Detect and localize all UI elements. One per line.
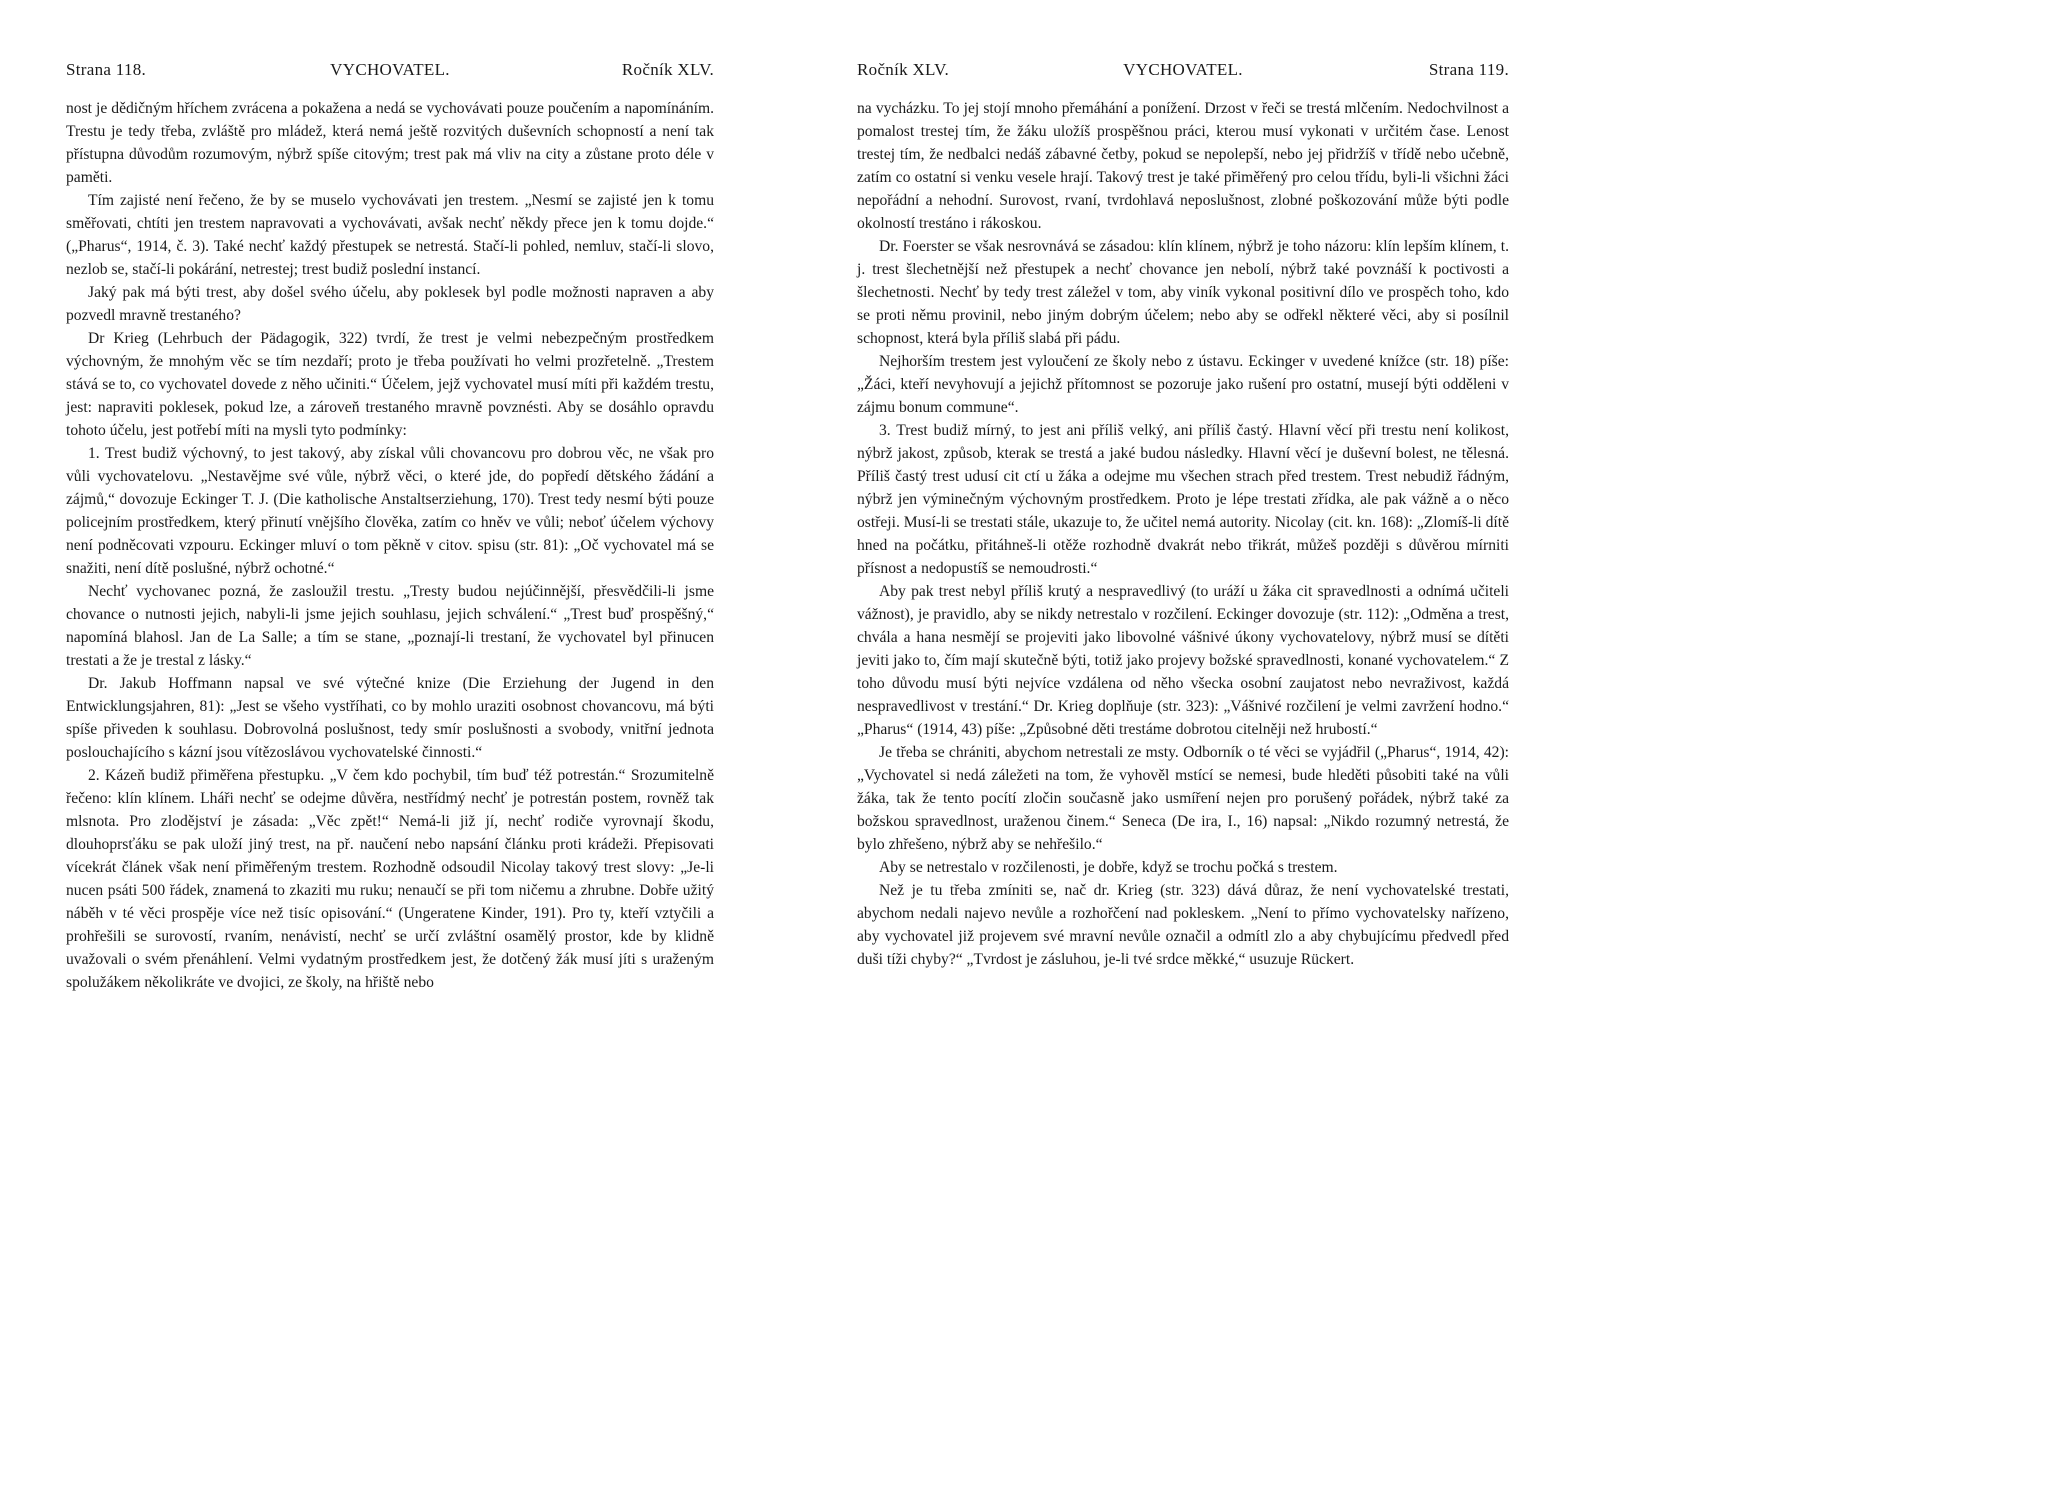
journal-title: VYCHOVATEL. bbox=[1123, 60, 1243, 79]
page-number: Strana 119. bbox=[1428, 60, 1509, 79]
paragraph: Nechť vychovanec pozná, že zasloužil trestu. „Tresty budou nejúčinnější, přesvědčili-li jsme chovance o nutnosti jejich, nabyli-li jsme jejich souhlasu, jejich schválení.“ „Trest buď prospěšný,“ napomíná blahosl. Jan de La Salle; a tím se stane, „poznají-li trestaní, že vychovatel byl přinucen trestati a že je trestal z lásky.“ bbox=[66, 583, 714, 669]
right-page bbox=[780, 0, 1547, 1131]
paragraph: 2. Kázeň budiž přiměřena přestupku. „V čem kdo pochybil, tím buď též potrestán.“ Srozumitelně řečeno: klín klínem. Lháři nechť se odejme důvěra, nestřídmý nechť je potrestán postem, rovněž tak mlsnota. Pro zlodějství je zásada: „Věc zpět!“ Nemá-li již jí, nechť rodiče vyrovnají škodu, dlouhoprsťáku se pak uloží jiný trest, na př. naučení nebo napsání článku proti krádeži. Přepisovati vícekrát článek však není přiměřeným trestem. Rozhodně odsoudil Nicolay takový trest slovy: „Je-li nucen psáti 500 řádek, znamená to zkaziti mu ruku; nenaučí se při tom ničemu a zhrubne. Dobře užitý náběh v té věci prospěje více než tisíc opisování.“ (Ungeratene Kinder, 191). Pro ty, kteří vztyčili a prohřešili se surovostí, rvaním, nenávistí, nechť se určí zvláštní osamělý prostor, kde by klidně uvažovali o svém přenáhlení. Velmi vydatným prostředkem jest, že dotčený žák musí jíti s uraženým spolužákem několikráte ve dvojici, ze školy, na hřiště nebo bbox=[66, 767, 714, 991]
paragraph: nost je dědičným hříchem zvrácena a pokažena a nedá se vychovávati pouze poučením a napomínáním. Trestu je tedy třeba, zvláště pro mládež, která nemá ještě rozvitých duševních schopností a není tak přístupna důvodům rozumovým, nýbrž spíše citovým; trest pak má vliv na city a zůstane proto déle v paměti. bbox=[66, 100, 714, 186]
paragraph: Dr Krieg (Lehrbuch der Pädagogik, 322) tvrdí, že trest je velmi nebezpečným prostředkem výchovným, že mnohým věc se tím nezdaří; proto je třeba používati ho velmi prozřetelně. „Trestem stává se to, co vychovatel dovede z něho učiniti.“ Účelem, jejž vychovatel musí míti při každém trestu, jest: napraviti poklesek, pokud lze, a zároveň trestaného mravně povznésti. Aby se dosáhlo opravdu tohoto účelu, jest potřebí míti na mysli tyto podmínky: bbox=[66, 330, 714, 439]
journal-title: VYCHOVATEL. bbox=[330, 60, 450, 79]
paragraph: Aby pak trest nebyl příliš krutý a nespravedlivý (to uráží u žáka cit spravedlnosti a odnímá učiteli vážnost), je pravidlo, aby se nikdy netrestalo v rozčilení. Eckinger dovozuje (str. 112): „Odměna a trest, chvála a hana nesmějí se projeviti jako libovolné vášnivé úkony vychovatelovy, nýbrž musí se dítěti jeviti jako to, čím mají skutečně býti, totiž jako projevy božské spravedlnosti, konané vychovatelem.“ Z toho důvodu musí býti nejvíce vzdálena od něho všecka osobní zaujatost nebo nevraživost, každá nespravedlivost v trestání.“ Dr. Krieg doplňuje (str. 323): „Vášnivé rozčilení je velmi zavržení hodno.“ „Pharus“ (1914, 43) píše: „Způsobné děti trestáme dobrotou citelněji než hrubostí.“ bbox=[857, 583, 1509, 738]
page-number: Strana 118. bbox=[66, 60, 147, 79]
paragraph: 1. Trest budiž výchovný, to jest takový, aby získal vůli chovancovu pro dobrou věc, ne však pro vůli vychovatelovu. „Nestavějme své vůle, nýbrž věci, o které jde, do popředí dětského žádání a zájmů,“ dovozuje Eckinger T. J. (Die katholische Anstaltserziehung, 170). Trest tedy nesmí býti pouze policejním prostředkem, který přinutí vnějšího člověka, zatím co hněv ve vůli; neboť účelem výchovy není podněcovati vzpouru. Eckinger mluví o tom pěkně v citov. spisu (str. 81): „Oč vychovatel má se snažiti, není dítě poslušné, nýbrž ochotné.“ bbox=[66, 445, 714, 577]
left-page bbox=[0, 0, 780, 1131]
paragraph: Dr. Jakub Hoffmann napsal ve své výtečné knize (Die Erziehung der Jugend in den Entwicklungsjahren, 81): „Jest se všeho vystříhati, co by mohlo uraziti osobnost chovancovu, má býti spíše přiveden k souhlasu. Dobrovolná poslušnost, tedy smír poslušnosti a svobody, vnitřní jednota poslouchajícího s kázní jsou vítězoslávou vychovatelské činnosti.“ bbox=[66, 675, 714, 761]
paragraph: Je třeba se chrániti, abychom netrestali ze msty. Odborník o té věci se vyjádřil („Pharus“, 1914, 42): „Vychovatel si nedá záležeti na tom, že vyhověl mstící se nemesi, bude hleděti působiti také na vůli žáka, tak že tento pocítí zločin současně jako usmíření nejen pro porušený pořádek, nýbrž také za božskou spravedlnost, uraženou činem.“ Seneca (De ira, I., 16) napsal: „Nikdo rozumný netrestá, že bylo zhřešeno, nýbrž aby se nehřešilo.“ bbox=[857, 744, 1509, 853]
page-body bbox=[857, 97, 1509, 971]
paragraph: Dr. Foerster se však nesrovnává se zásadou: klín klínem, nýbrž je toho názoru: klín lepším klínem, t. j. trest šlechetnější než přestupek a nechť chovance jen nebolí, nýbrž také povznáší k poctivosti a šlechetnosti. Nechť by tedy trest záležel v tom, aby viník vykonal positivní dílo ve prospěch toho, kdo se proti němu provinil, nebo jiným dobrým účelem; nebo aby se odřekl některé věci, aby si posílnil schopnost, která byla příliš slabá při pádu. bbox=[857, 238, 1509, 347]
paragraph: 3. Trest budiž mírný, to jest ani příliš velký, ani příliš častý. Hlavní věcí při trestu není kolikost, nýbrž jakost, způsob, kterak se trestá a jaké budou následky. Hlavní věcí je duševní bolest, ne tělesná. Příliš častý trest udusí cit ctí u žáka a odejme mu všechen strach před trestem. Trest nebudiž řádným, nýbrž jen výminečným výchovným prostředkem. Proto je lépe trestati zřídka, ale pak vážně a o něco ostřeji. Musí-li se trestati stále, ukazuje to, že učitel nemá autority. Nicolay (cit. kn. 168): „Zlomíš-li dítě hned na počátku, přitáhneš-li otěže rozhodně dvakrát nebo třikrát, můžeš později s důvěrou mírniti přísnost a nedopustíš se nemoudrosti.“ bbox=[857, 422, 1510, 577]
paragraph: Tím zajisté není řečeno, že by se muselo vychovávati jen trestem. „Nesmí se zajisté jen k tomu směřovati, chtíti jen trestem napravovati a vychovávati, avšak nechť někdy přece jen k tomu dojde.“ („Pharus“, 1914, č. 3). Také nechť každý přestupek se netrestá. Stačí-li pohled, nemluv, stačí-li slovo, nezlob se, stačí-li pokárání, netrestej; trest budiž poslední instancí. bbox=[66, 192, 714, 278]
paragraph: Aby se netrestalo v rozčilenosti, je dobře, když se trochu počká s trestem. bbox=[879, 859, 1338, 876]
volume-label: Ročník XLV. bbox=[857, 60, 950, 79]
paragraph: Nejhorším trestem jest vyloučení ze školy nebo z ústavu. Eckinger v uvedené knížce (str. 18) píše: „Žáci, kteří nevyhovují a jejichž přítomnost se pozoruje jako rušení pro ostatní, musejí býti odděleni v zájmu bonum commune“. bbox=[857, 353, 1509, 416]
running-header bbox=[857, 60, 1509, 88]
page-body bbox=[66, 97, 714, 994]
volume-label: Ročník XLV. bbox=[621, 60, 714, 79]
paragraph: na vycházku. To jej stojí mnoho přemáhání a ponížení. Drzost v řeči se trestá mlčením. Nedochvilnost a pomalost trestej tím, že žáku uložíš prospěšnou práci, kterou musí vykonati v určitém čase. Lenost trestej tím, že nedbalci nedáš zábavné četby, pokud se nepolepší, nebo jej přidržíš v třídě nebo učebně, zatím co ostatní si venku vesele hrají. Takový trest je také přiměřený pro celou třídu, byli-li všichni žáci nepořádní a nehodní. Surovost, rvaní, tvrdohlavá neposlušnost, zlobné poškozování může býti podle okolností trestáno i rákoskou. bbox=[857, 100, 1509, 232]
paragraph: Než je tu třeba zmíniti se, nač dr. Krieg (str. 323) dává důraz, že není vychovatelské trestati, abychom nedali najevo nevůle a rozhořčení nad pokleskem. „Není to přímo vychovatelsky nařízeno, aby vychovatel již projevem své mravní nevůle označil a odmítl zlo a aby chybujícímu předvedl před duši tíži chyby?“ „Tvrdost je zásluhou, je-li tvé srdce měkké,“ usuzuje Rückert. bbox=[857, 882, 1509, 968]
paragraph: Jaký pak má býti trest, aby došel svého účelu, aby poklesek byl podle možnosti napraven a aby pozvedl mravně trestaného? bbox=[66, 284, 714, 324]
running-header bbox=[66, 60, 714, 88]
